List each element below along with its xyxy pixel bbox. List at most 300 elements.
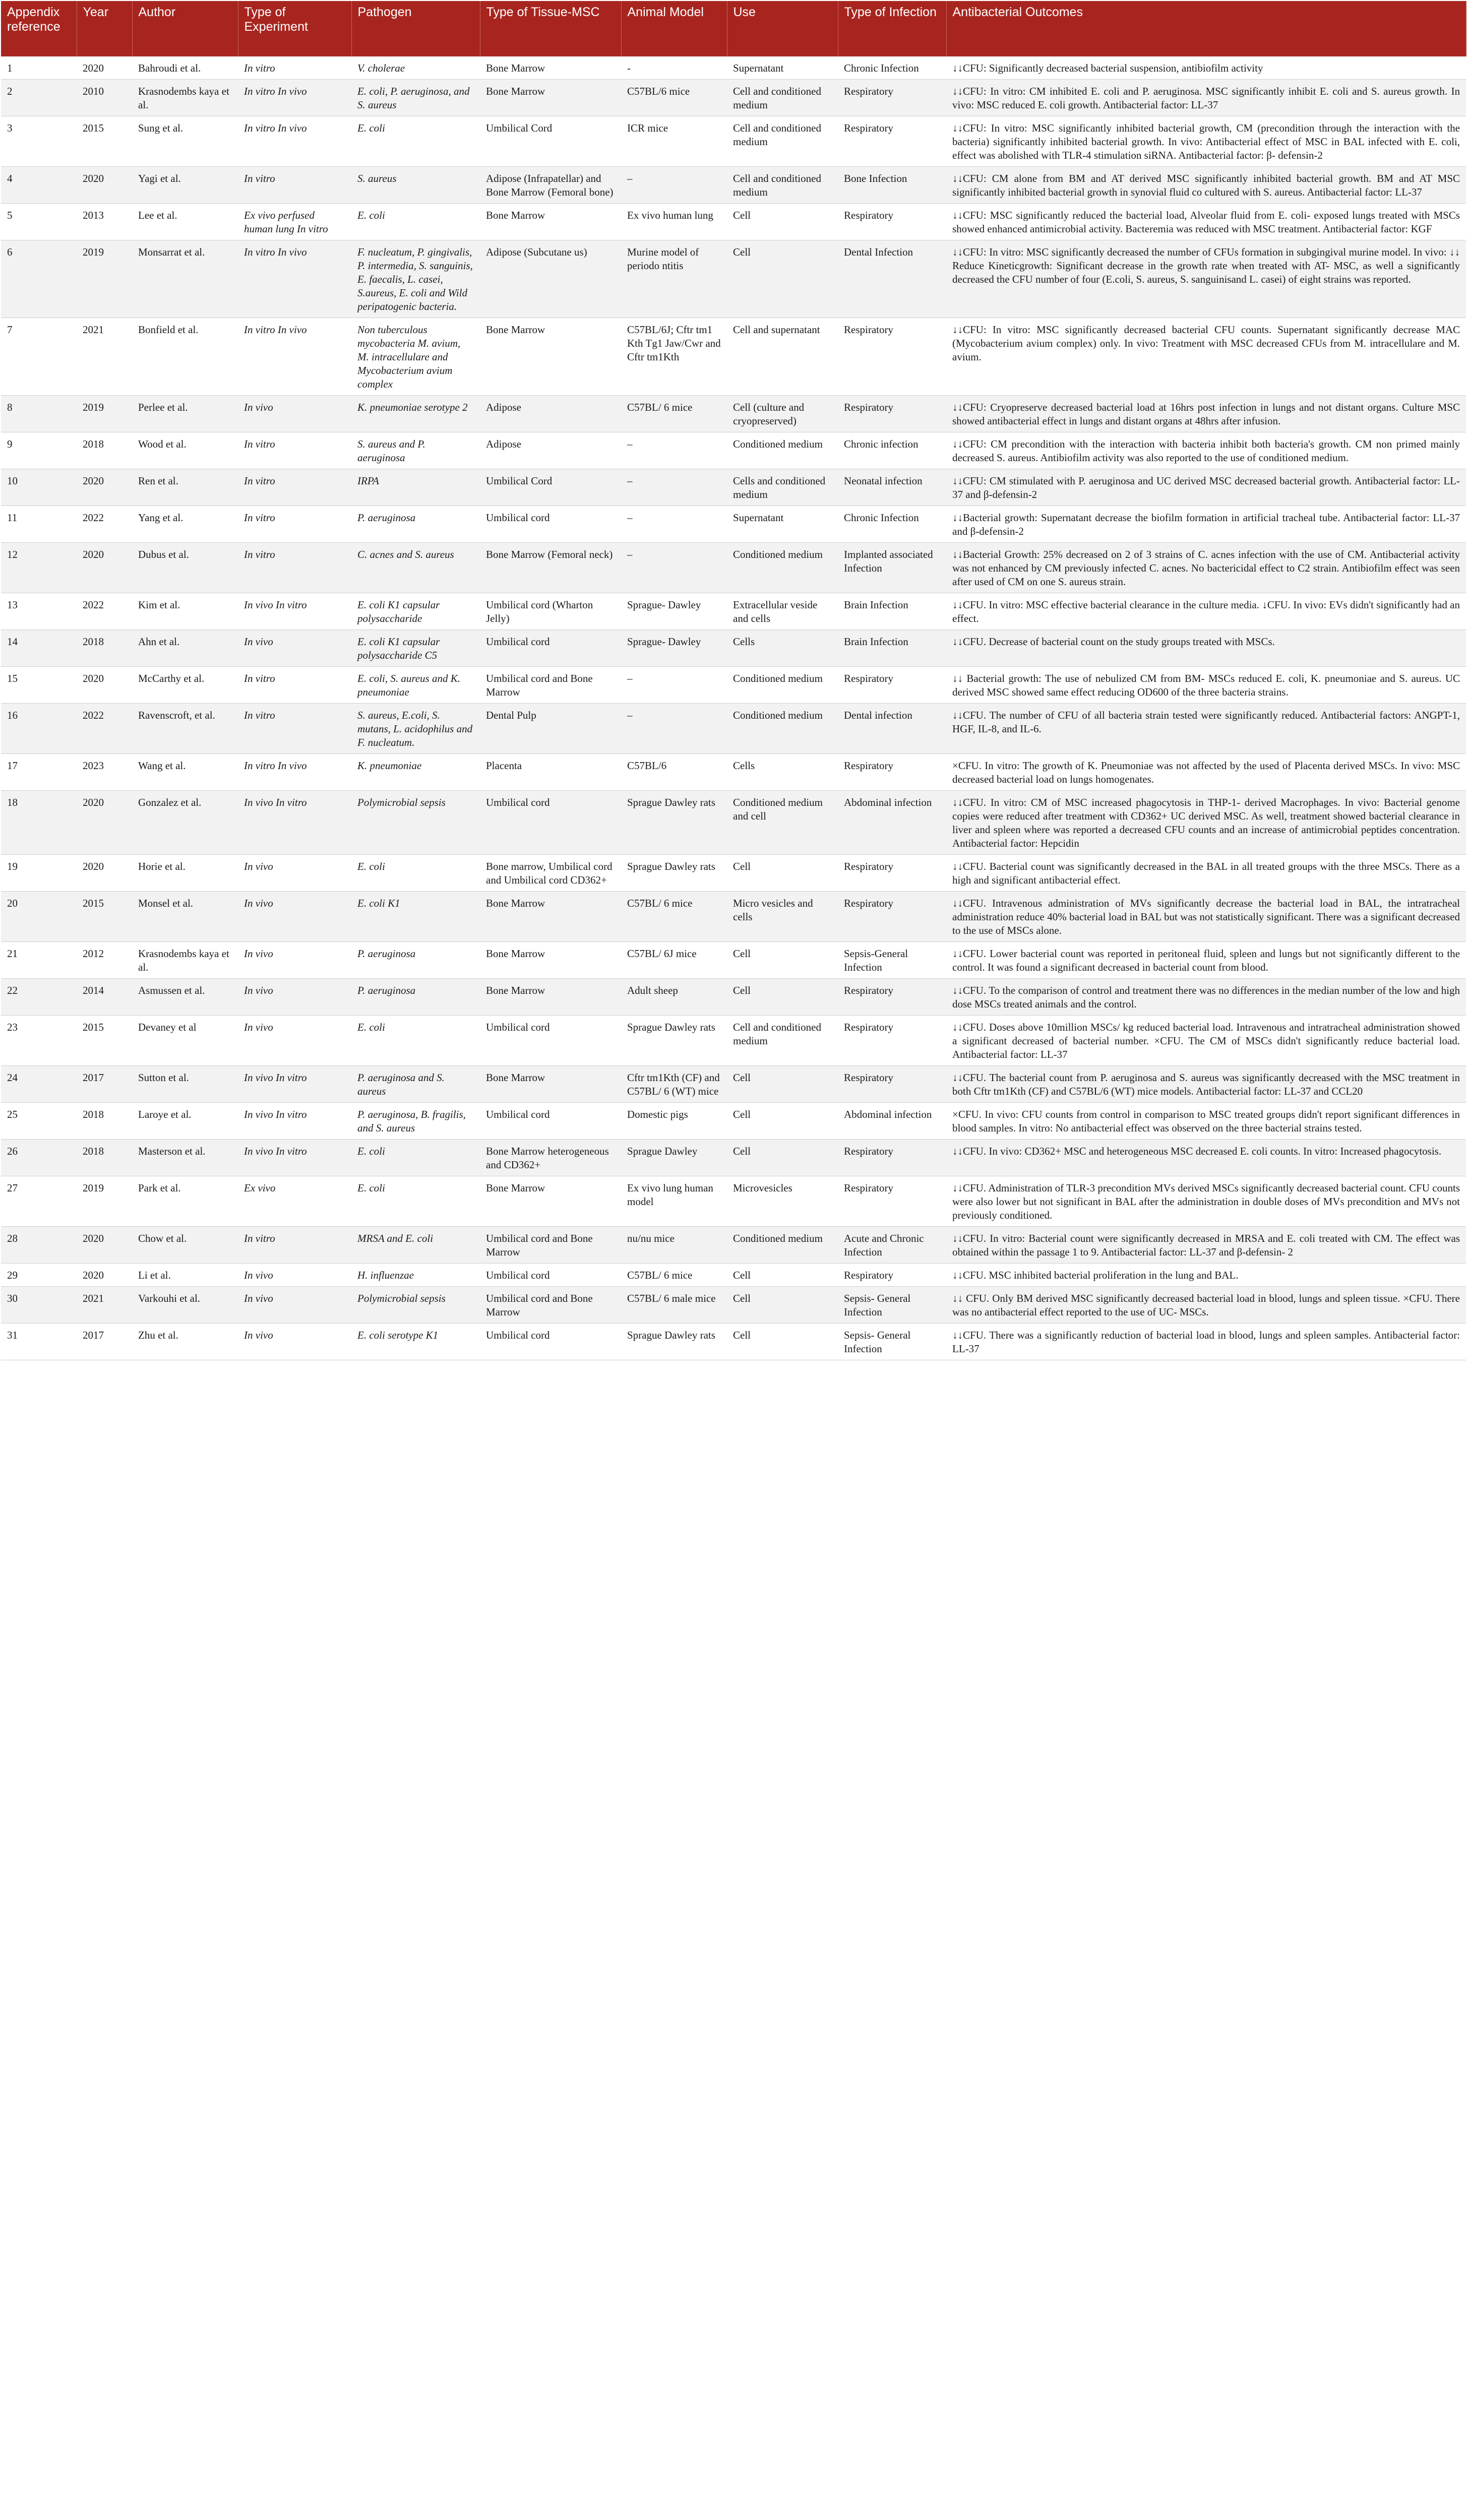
cell-use: Cells: [727, 630, 838, 667]
cell-ref: 25: [1, 1103, 77, 1140]
table-row: [1, 432, 1466, 469]
cell-infection: Respiratory: [838, 80, 946, 116]
cell-year: 2018: [77, 1140, 132, 1176]
cell-use: Cell: [727, 1324, 838, 1360]
cell-animal: Ex vivo lung human model: [621, 1176, 727, 1227]
table-row: [1, 204, 1466, 240]
cell-ref: 2: [1, 80, 77, 116]
cell-pathogen: E. coli: [351, 116, 480, 167]
cell-use: Cell: [727, 979, 838, 1016]
cell-year: 2023: [77, 754, 132, 791]
cell-author: Lee et al.: [132, 204, 238, 240]
cell-year: 2020: [77, 855, 132, 892]
cell-infection: Respiratory: [838, 396, 946, 432]
cell-author: Monsel et al.: [132, 892, 238, 942]
cell-outcome: ↓↓CFU. There was a significantly reduction of bacterial load in blood, lungs and spleen samples. Antibacterial factor: LL-37: [946, 1324, 1466, 1360]
cell-outcome: ↓↓CFU. Intravenous administration of MVs significantly decrease the bacterial load in BAL, the intratracheal administration reduce 40% bacterial load in BAL but was not statistically significant. There was a significant decreased to the use of MSCs alone.: [946, 892, 1466, 942]
cell-use: Extracellular veside and cells: [727, 593, 838, 630]
cell-outcome: ↓↓CFU: MSC significantly reduced the bacterial load, Alveolar fluid from E. coli- exposed lungs treated with MSCs showed enhanced antimicrobial activity. Bacteremia was reduced with MSC treatment. Antibacterial factor: KGF: [946, 204, 1466, 240]
cell-tissue: Umbilical Cord: [480, 469, 621, 506]
cell-experiment: In vitro: [238, 432, 351, 469]
cell-infection: Chronic Infection: [838, 506, 946, 543]
cell-ref: 20: [1, 892, 77, 942]
cell-infection: Bone Infection: [838, 167, 946, 204]
cell-year: 2020: [77, 1227, 132, 1264]
table-row: [1, 240, 1466, 318]
table-row: [1, 979, 1466, 1016]
cell-use: Conditioned medium: [727, 432, 838, 469]
table-row: [1, 1016, 1466, 1066]
cell-year: 2020: [77, 543, 132, 593]
cell-author: Chow et al.: [132, 1227, 238, 1264]
cell-infection: Respiratory: [838, 855, 946, 892]
cell-pathogen: Polymicrobial sepsis: [351, 791, 480, 855]
cell-pathogen: P. aeruginosa: [351, 506, 480, 543]
cell-pathogen: E. coli K1 capsular polysaccharide: [351, 593, 480, 630]
cell-ref: 10: [1, 469, 77, 506]
cell-pathogen: E. coli: [351, 1016, 480, 1066]
cell-animal: –: [621, 704, 727, 754]
cell-infection: Implanted associated Infection: [838, 543, 946, 593]
cell-ref: 1: [1, 56, 77, 80]
cell-experiment: In vivo In vitro: [238, 1066, 351, 1103]
cell-ref: 24: [1, 1066, 77, 1103]
cell-ref: 11: [1, 506, 77, 543]
cell-animal: Cftr tm1Kth (CF) and C57BL/ 6 (WT) mice: [621, 1066, 727, 1103]
cell-infection: Abdominal infection: [838, 791, 946, 855]
cell-infection: Respiratory: [838, 1140, 946, 1176]
cell-tissue: Bone Marrow (Femoral neck): [480, 543, 621, 593]
cell-outcome: ↓↓CFU. The number of CFU of all bacteria strain tested were significantly reduced. Antibacterial factors: ANGPT-1, HGF, IL-8, and IL-6.: [946, 704, 1466, 754]
cell-pathogen: K. pneumoniae serotype 2: [351, 396, 480, 432]
cell-author: McCarthy et al.: [132, 667, 238, 704]
cell-outcome: ↓↓CFU. In vitro: MSC effective bacterial clearance in the culture media. ↓CFU. In vivo: EVs didn't significantly had an effect.: [946, 593, 1466, 630]
cell-pathogen: E. coli serotype K1: [351, 1324, 480, 1360]
cell-pathogen: E. coli: [351, 204, 480, 240]
cell-author: Li et al.: [132, 1264, 238, 1287]
cell-use: Cell: [727, 204, 838, 240]
cell-animal: C57BL/ 6 male mice: [621, 1287, 727, 1324]
cell-year: 2020: [77, 1264, 132, 1287]
cell-outcome: ↓↓CFU: Cryopreserve decreased bacterial load at 16hrs post infection in lungs and not distant organs. Culture MSC showed antibacterial effect in lungs and distant organs at 48hrs after infusion.: [946, 396, 1466, 432]
cell-animal: Sprague Dawley: [621, 1140, 727, 1176]
cell-use: Cell: [727, 1103, 838, 1140]
cell-tissue: Umbilical cord and Bone Marrow: [480, 1287, 621, 1324]
cell-tissue: Umbilical cord and Bone Marrow: [480, 667, 621, 704]
cell-experiment: In vivo: [238, 1324, 351, 1360]
cell-author: Sutton et al.: [132, 1066, 238, 1103]
cell-ref: 17: [1, 754, 77, 791]
cell-animal: Sprague- Dawley: [621, 630, 727, 667]
cell-tissue: Bone Marrow: [480, 1066, 621, 1103]
cell-author: Wood et al.: [132, 432, 238, 469]
cell-animal: C57BL/6 mice: [621, 80, 727, 116]
cell-animal: C57BL/6J; Cftr tm1 Kth Tg1 Jaw/Cwr and Cftr tm1Kth: [621, 318, 727, 396]
cell-infection: Sepsis- General Infection: [838, 1324, 946, 1360]
cell-year: 2010: [77, 80, 132, 116]
cell-animal: C57BL/ 6 mice: [621, 1264, 727, 1287]
cell-outcome: ×CFU. In vitro: The growth of K. Pneumoniae was not affected by the used of Placenta derived MSCs. In vivo: MSC decreased bacterial load on lungs homogenates.: [946, 754, 1466, 791]
cell-infection: Brain Infection: [838, 593, 946, 630]
cell-author: Krasnodembs kaya et al.: [132, 80, 238, 116]
cell-pathogen: S. aureus and P. aeruginosa: [351, 432, 480, 469]
cell-pathogen: K. pneumoniae: [351, 754, 480, 791]
cell-author: Sung et al.: [132, 116, 238, 167]
cell-experiment: In vivo: [238, 396, 351, 432]
cell-year: 2020: [77, 469, 132, 506]
cell-pathogen: E. coli: [351, 855, 480, 892]
cell-tissue: Bone Marrow: [480, 56, 621, 80]
table-row: [1, 56, 1466, 80]
cell-experiment: In vivo: [238, 1264, 351, 1287]
cell-infection: Sepsis- General Infection: [838, 1287, 946, 1324]
cell-tissue: Bone Marrow: [480, 80, 621, 116]
cell-infection: Chronic infection: [838, 432, 946, 469]
cell-animal: C57BL/6: [621, 754, 727, 791]
cell-year: 2012: [77, 942, 132, 979]
cell-tissue: Bone Marrow: [480, 1176, 621, 1227]
cell-tissue: Umbilical cord: [480, 630, 621, 667]
cell-author: Bahroudi et al.: [132, 56, 238, 80]
cell-experiment: In vitro: [238, 56, 351, 80]
cell-tissue: Bone Marrow: [480, 892, 621, 942]
cell-infection: Respiratory: [838, 1066, 946, 1103]
cell-infection: Dental infection: [838, 704, 946, 754]
cell-use: Microvesicles: [727, 1176, 838, 1227]
cell-use: Cell and conditioned medium: [727, 1016, 838, 1066]
cell-tissue: Adipose: [480, 396, 621, 432]
cell-outcome: ↓↓CFU: CM precondition with the interaction with bacteria inhibit both bacteria's growth. CM non primed mainly decreased S. aureus. Antibiofilm activity was also reported to the use of conditioned medium.: [946, 432, 1466, 469]
cell-use: Conditioned medium: [727, 1227, 838, 1264]
cell-use: Conditioned medium: [727, 704, 838, 754]
cell-experiment: In vitro: [238, 506, 351, 543]
table-row: [1, 667, 1466, 704]
cell-outcome: ↓↓CFU: In vitro: CM inhibited E. coli and P. aeruginosa. MSC significantly inhibit E. coli and S. aureus growth. In vivo: MSC reduced E. coli growth. Antibacterial factor: LL-37: [946, 80, 1466, 116]
cell-tissue: Bone marrow, Umbilical cord and Umbilical cord CD362+: [480, 855, 621, 892]
cell-ref: 15: [1, 667, 77, 704]
cell-tissue: Umbilical cord and Bone Marrow: [480, 1227, 621, 1264]
cell-pathogen: E. coli K1: [351, 892, 480, 942]
cell-year: 2018: [77, 630, 132, 667]
cell-tissue: Umbilical cord: [480, 1103, 621, 1140]
cell-ref: 3: [1, 116, 77, 167]
table-row: [1, 1324, 1466, 1360]
table-row: [1, 1227, 1466, 1264]
cell-tissue: Bone Marrow: [480, 979, 621, 1016]
cell-year: 2020: [77, 167, 132, 204]
cell-animal: –: [621, 167, 727, 204]
cell-infection: Respiratory: [838, 979, 946, 1016]
table-row: [1, 1287, 1466, 1324]
cell-year: 2019: [77, 240, 132, 318]
cell-experiment: In vivo: [238, 942, 351, 979]
cell-tissue: Bone Marrow: [480, 204, 621, 240]
cell-author: Ahn et al.: [132, 630, 238, 667]
header-outcome: Antibacterial Outcomes: [946, 1, 1466, 56]
cell-year: 2014: [77, 979, 132, 1016]
cell-outcome: ↓↓CFU. MSC inhibited bacterial proliferation in the lung and BAL.: [946, 1264, 1466, 1287]
cell-pathogen: E. coli, S. aureus and K. pneumoniae: [351, 667, 480, 704]
cell-tissue: Bone Marrow heterogeneous and CD362+: [480, 1140, 621, 1176]
cell-author: Gonzalez et al.: [132, 791, 238, 855]
cell-animal: C57BL/ 6 mice: [621, 396, 727, 432]
cell-tissue: Adipose: [480, 432, 621, 469]
cell-use: Supernatant: [727, 506, 838, 543]
cell-experiment: In vitro In vivo: [238, 754, 351, 791]
cell-ref: 16: [1, 704, 77, 754]
cell-experiment: In vitro In vivo: [238, 116, 351, 167]
cell-author: Bonfield et al.: [132, 318, 238, 396]
cell-year: 2021: [77, 1287, 132, 1324]
antibacterial-table: [1, 1, 1466, 1360]
cell-pathogen: P. aeruginosa: [351, 979, 480, 1016]
cell-infection: Abdominal infection: [838, 1103, 946, 1140]
cell-year: 2015: [77, 116, 132, 167]
cell-use: Conditioned medium: [727, 543, 838, 593]
cell-ref: 28: [1, 1227, 77, 1264]
cell-experiment: In vitro In vivo: [238, 80, 351, 116]
cell-year: 2017: [77, 1324, 132, 1360]
cell-use: Cell (culture and cryopreserved): [727, 396, 838, 432]
cell-experiment: In vivo: [238, 1016, 351, 1066]
cell-use: Conditioned medium and cell: [727, 791, 838, 855]
cell-outcome: ↓↓CFU. In vivo: CD362+ MSC and heterogeneous MSC decreased E. coli counts. In vitro: Increased phagocytosis.: [946, 1140, 1466, 1176]
cell-animal: –: [621, 543, 727, 593]
cell-ref: 4: [1, 167, 77, 204]
cell-use: Cell and conditioned medium: [727, 116, 838, 167]
cell-ref: 23: [1, 1016, 77, 1066]
cell-use: Cell: [727, 1140, 838, 1176]
cell-experiment: In vitro: [238, 167, 351, 204]
cell-tissue: Bone Marrow: [480, 942, 621, 979]
cell-year: 2022: [77, 506, 132, 543]
cell-use: Cell: [727, 1287, 838, 1324]
cell-experiment: In vivo: [238, 630, 351, 667]
cell-year: 2015: [77, 1016, 132, 1066]
cell-use: Cell: [727, 240, 838, 318]
cell-author: Perlee et al.: [132, 396, 238, 432]
cell-use: Cell: [727, 1264, 838, 1287]
cell-animal: –: [621, 432, 727, 469]
cell-ref: 26: [1, 1140, 77, 1176]
cell-pathogen: E. coli, P. aeruginosa, and S. aureus: [351, 80, 480, 116]
cell-experiment: In vivo In vitro: [238, 1140, 351, 1176]
cell-infection: Respiratory: [838, 1016, 946, 1066]
cell-experiment: In vivo In vitro: [238, 791, 351, 855]
cell-outcome: ×CFU. In vivo: CFU counts from control in comparison to MSC treated groups didn't report significant differences in blood samples. In vitro: No antibacterial effect was observed on the three bacterial strains tested.: [946, 1103, 1466, 1140]
header-pathogen: Pathogen: [351, 1, 480, 56]
cell-experiment: In vivo In vitro: [238, 593, 351, 630]
table-row: [1, 543, 1466, 593]
table-row: [1, 593, 1466, 630]
cell-animal: –: [621, 469, 727, 506]
table-row: [1, 506, 1466, 543]
cell-pathogen: E. coli: [351, 1176, 480, 1227]
header-row: [1, 1, 1466, 56]
cell-pathogen: F. nucleatum, P. gingivalis, P. intermedia, S. sanguinis, E. faecalis, L. casei, S.aureus, E. coli and Wild peripatogenic bacteria.: [351, 240, 480, 318]
header-year: Year: [77, 1, 132, 56]
cell-infection: Neonatal infection: [838, 469, 946, 506]
cell-outcome: ↓↓Bacterial Growth: 25% decreased on 2 of 3 strains of C. acnes infection with the use of CM. Antibacterial activity was not enhanced by CM previously infected C. acnes. No bactericidal effect to C2 strain. Antibiofilm effect was seen after used of CM on one S. aureus strain.: [946, 543, 1466, 593]
cell-animal: –: [621, 506, 727, 543]
cell-year: 2020: [77, 56, 132, 80]
cell-year: 2019: [77, 396, 132, 432]
cell-tissue: Adipose (Infrapatellar) and Bone Marrow (Femoral bone): [480, 167, 621, 204]
cell-outcome: ↓↓CFU: In vitro: MSC significantly decreased the number of CFUs formation in subgingival murine model. In vivo: ↓↓ Reduce Kineticgrowth: Significant decrease in the growth rate when treated with AT- MSC, as well a significantly decreased the CFU number of four (E.coli, S. aureus, S. sanguinisand L. casei) of eight strains was reported.: [946, 240, 1466, 318]
cell-author: Yang et al.: [132, 506, 238, 543]
cell-animal: C57BL/ 6 mice: [621, 892, 727, 942]
table-row: [1, 80, 1466, 116]
cell-animal: Sprague Dawley rats: [621, 855, 727, 892]
cell-ref: 22: [1, 979, 77, 1016]
cell-ref: 8: [1, 396, 77, 432]
cell-outcome: ↓↓CFU: Significantly decreased bacterial suspension, antibiofilm activity: [946, 56, 1466, 80]
cell-pathogen: Non tuberculous mycobacteria M. avium, M. intracellulare and Mycobacterium avium complex: [351, 318, 480, 396]
table-row: [1, 1103, 1466, 1140]
cell-year: 2020: [77, 667, 132, 704]
table-row: [1, 396, 1466, 432]
cell-use: Cell: [727, 855, 838, 892]
cell-author: Masterson et al.: [132, 1140, 238, 1176]
cell-experiment: In vitro: [238, 667, 351, 704]
cell-use: Cells: [727, 754, 838, 791]
cell-experiment: In vitro: [238, 704, 351, 754]
cell-use: Cell: [727, 1066, 838, 1103]
cell-infection: Respiratory: [838, 1264, 946, 1287]
cell-experiment: In vivo: [238, 855, 351, 892]
cell-animal: nu/nu mice: [621, 1227, 727, 1264]
cell-animal: Sprague Dawley rats: [621, 1016, 727, 1066]
cell-animal: ICR mice: [621, 116, 727, 167]
cell-author: Kim et al.: [132, 593, 238, 630]
cell-experiment: Ex vivo: [238, 1176, 351, 1227]
cell-infection: Dental Infection: [838, 240, 946, 318]
cell-pathogen: P. aeruginosa and S. aureus: [351, 1066, 480, 1103]
cell-ref: 6: [1, 240, 77, 318]
cell-outcome: ↓↓ Bacterial growth: The use of nebulized CM from BM- MSCs reduced E. coli, K. pneumoniae and S. aureus. UC derived MSC showed same effect reducing OD600 of the three bacteria strains.: [946, 667, 1466, 704]
cell-animal: Sprague Dawley rats: [621, 1324, 727, 1360]
cell-outcome: ↓↓Bacterial growth: Supernatant decrease the biofilm formation in artificial tracheal tube. Antibacterial factor: LL-37 and β-defensin-2: [946, 506, 1466, 543]
cell-use: Cell and supernatant: [727, 318, 838, 396]
cell-infection: Respiratory: [838, 754, 946, 791]
header-experiment: Type of Experiment: [238, 1, 351, 56]
table-body: [1, 56, 1466, 1360]
table-row: [1, 704, 1466, 754]
header-tissue: Type of Tissue-MSC: [480, 1, 621, 56]
cell-tissue: Placenta: [480, 754, 621, 791]
cell-experiment: In vitro: [238, 1227, 351, 1264]
cell-pathogen: E. coli: [351, 1140, 480, 1176]
cell-animal: –: [621, 667, 727, 704]
cell-animal: Sprague- Dawley: [621, 593, 727, 630]
cell-infection: Sepsis-General Infection: [838, 942, 946, 979]
header-author: Author: [132, 1, 238, 56]
table-row: [1, 469, 1466, 506]
cell-experiment: In vitro: [238, 543, 351, 593]
cell-pathogen: C. acnes and S. aureus: [351, 543, 480, 593]
cell-infection: Respiratory: [838, 1176, 946, 1227]
cell-tissue: Bone Marrow: [480, 318, 621, 396]
cell-outcome: ↓↓CFU. Lower bacterial count was reported in peritoneal fluid, spleen and lungs but not significantly different to the control. It was found a significant decreased in bacterial count from blood.: [946, 942, 1466, 979]
cell-author: Horie et al.: [132, 855, 238, 892]
cell-outcome: ↓↓CFU. The bacterial count from P. aeruginosa and S. aureus was significantly decreased with the MSC treatment in both Cftr tm1Kth (CF) and C57BL/6 (WT) mice models. Antibacterial factor: LL-37 and CCL20: [946, 1066, 1466, 1103]
cell-animal: C57BL/ 6J mice: [621, 942, 727, 979]
cell-tissue: Umbilical Cord: [480, 116, 621, 167]
cell-author: Dubus et al.: [132, 543, 238, 593]
cell-infection: Respiratory: [838, 667, 946, 704]
cell-outcome: ↓↓CFU. Doses above 10million MSCs/ kg reduced bacterial load. Intravenous and intratracheal administration showed a significant decreased of bacterial number. ×CFU. The CM of MSCs didn't significantly reduce bacterial load. Antibacterial factor: LL-37: [946, 1016, 1466, 1066]
cell-year: 2019: [77, 1176, 132, 1227]
cell-year: 2017: [77, 1066, 132, 1103]
cell-tissue: Umbilical cord: [480, 506, 621, 543]
cell-infection: Respiratory: [838, 318, 946, 396]
cell-outcome: ↓↓CFU: CM stimulated with P. aeruginosa and UC derived MSC decreased bacterial growth. Antibacterial factor: LL-37 and β-defensin-2: [946, 469, 1466, 506]
cell-animal: Domestic pigs: [621, 1103, 727, 1140]
cell-ref: 18: [1, 791, 77, 855]
cell-tissue: Umbilical cord: [480, 1264, 621, 1287]
cell-infection: Acute and Chronic Infection: [838, 1227, 946, 1264]
cell-ref: 31: [1, 1324, 77, 1360]
cell-ref: 12: [1, 543, 77, 593]
cell-ref: 19: [1, 855, 77, 892]
cell-experiment: In vitro: [238, 469, 351, 506]
cell-experiment: Ex vivo perfused human lung In vitro: [238, 204, 351, 240]
cell-pathogen: MRSA and E. coli: [351, 1227, 480, 1264]
table-row: [1, 318, 1466, 396]
table-row: [1, 116, 1466, 167]
cell-author: Varkouhi et al.: [132, 1287, 238, 1324]
cell-ref: 13: [1, 593, 77, 630]
cell-infection: Brain Infection: [838, 630, 946, 667]
cell-author: Wang et al.: [132, 754, 238, 791]
cell-pathogen: IRPA: [351, 469, 480, 506]
table-row: [1, 791, 1466, 855]
cell-infection: Respiratory: [838, 204, 946, 240]
cell-author: Ren et al.: [132, 469, 238, 506]
header-ref: Appendix reference: [1, 1, 77, 56]
table-row: [1, 942, 1466, 979]
table-row: [1, 1264, 1466, 1287]
cell-pathogen: P. aeruginosa: [351, 942, 480, 979]
cell-outcome: ↓↓CFU: In vitro: MSC significantly decreased bacterial CFU counts. Supernatant significantly decrease MAC (Mycobacterium avium complex) only. In vivo: Treatment with MSC decreased CFUs from M. intracellulare and M. avium.: [946, 318, 1466, 396]
cell-use: Cells and conditioned medium: [727, 469, 838, 506]
cell-ref: 5: [1, 204, 77, 240]
cell-author: Ravenscroft, et al.: [132, 704, 238, 754]
cell-author: Zhu et al.: [132, 1324, 238, 1360]
cell-infection: Respiratory: [838, 116, 946, 167]
cell-use: Cell: [727, 942, 838, 979]
cell-pathogen: Polymicrobial sepsis: [351, 1287, 480, 1324]
cell-use: Cell and conditioned medium: [727, 80, 838, 116]
table-row: [1, 1176, 1466, 1227]
cell-author: Krasnodembs kaya et al.: [132, 942, 238, 979]
cell-pathogen: V. cholerae: [351, 56, 480, 80]
cell-infection: Respiratory: [838, 892, 946, 942]
cell-outcome: ↓↓CFU: CM alone from BM and AT derived MSC significantly inhibited bacterial growth. BM and AT MSC significantly inhibited bacterial growth in synovial fluid co cultured with S. aureus. Antibacterial factor: LL-37: [946, 167, 1466, 204]
cell-animal: Sprague Dawley rats: [621, 791, 727, 855]
cell-ref: 9: [1, 432, 77, 469]
cell-outcome: ↓↓CFU. In vitro: CM of MSC increased phagocytosis in THP-1- derived Macrophages. In vivo: Bacterial genome copies were reduced after treatment with CD362+ UC derived MSC. As well, treatment showed bacterial clearance in liver and spleen where was reported a decreased CFU counts and an increase of antimicrobial peptides concentration. Antibacterial factor: Hepcidin: [946, 791, 1466, 855]
cell-year: 2013: [77, 204, 132, 240]
header-animal: Animal Model: [621, 1, 727, 56]
cell-year: 2018: [77, 1103, 132, 1140]
cell-experiment: In vitro In vivo: [238, 318, 351, 396]
cell-outcome: ↓↓CFU. To the comparison of control and treatment there was no differences in the median number of the low and high dose MSCs treated animals and the control.: [946, 979, 1466, 1016]
cell-experiment: In vivo In vitro: [238, 1103, 351, 1140]
cell-pathogen: E. coli K1 capsular polysaccharide C5: [351, 630, 480, 667]
cell-animal: Murine model of periodo ntitis: [621, 240, 727, 318]
cell-ref: 30: [1, 1287, 77, 1324]
